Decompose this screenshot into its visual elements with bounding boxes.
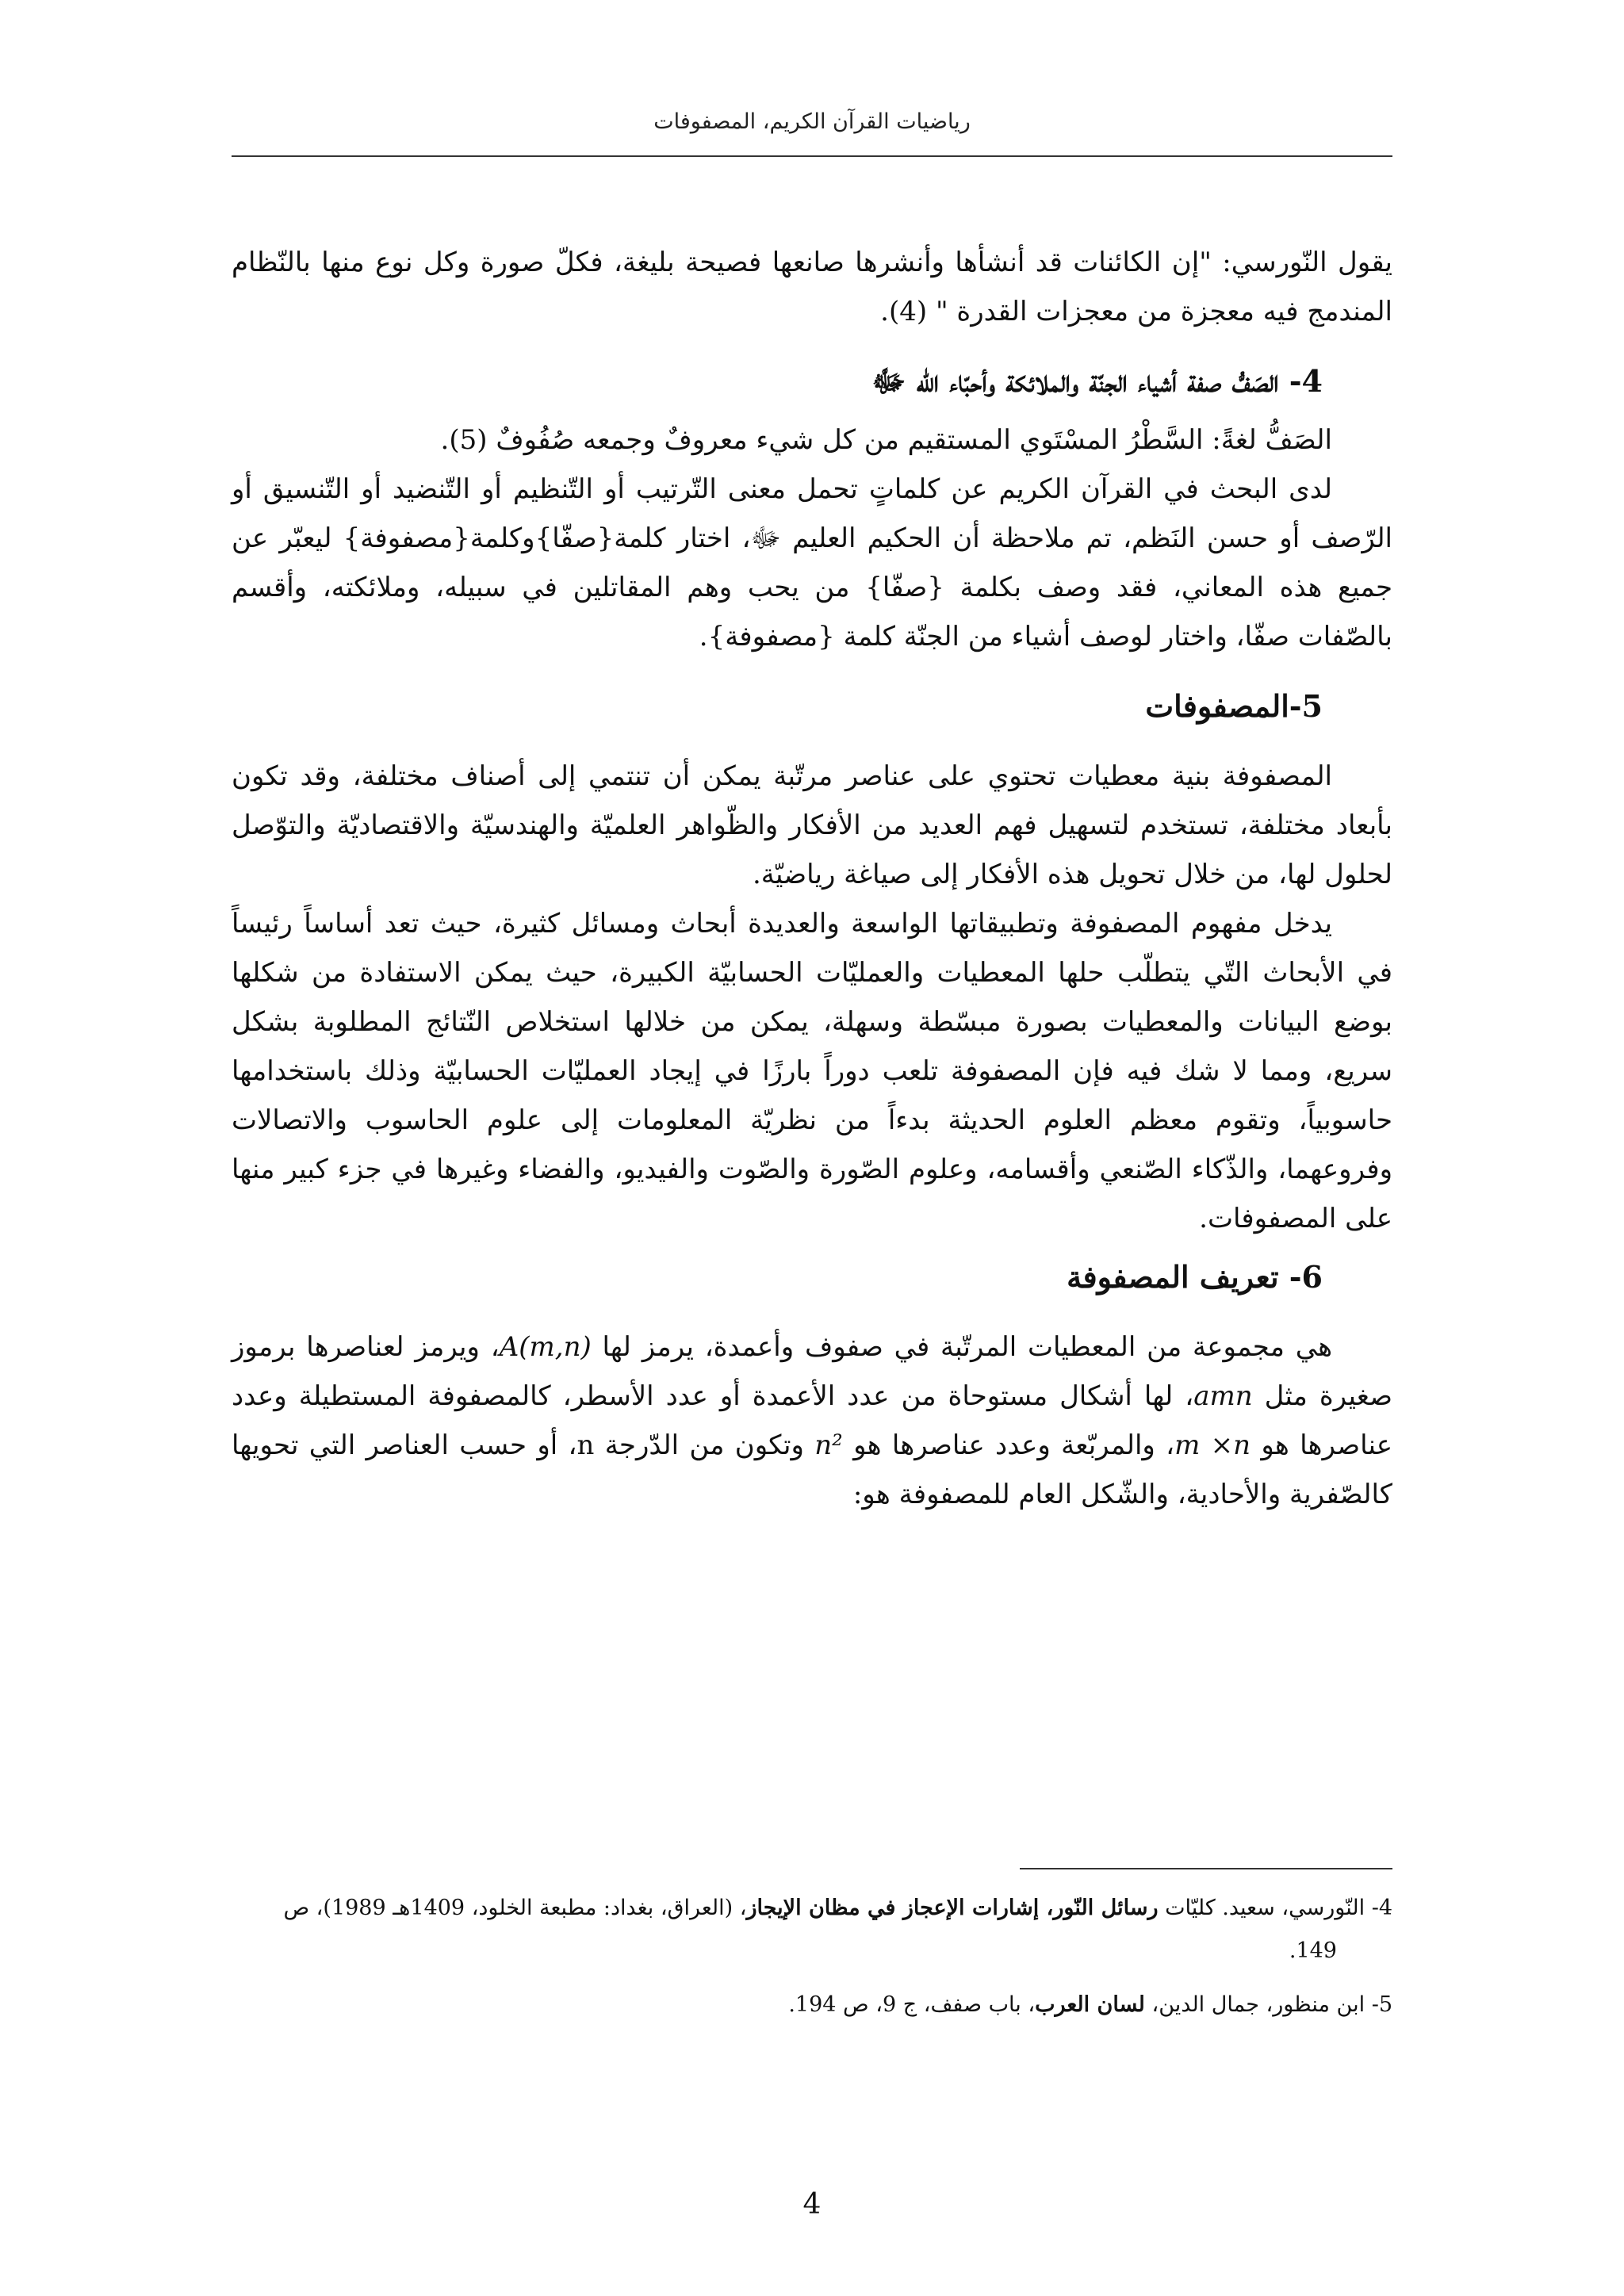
footnotes xyxy=(232,1887,1392,2038)
paragraph-quran-search: لدى البحث في القرآن الكريم عن كلماتٍ تحمل معنى التّرتيب أو التّنظيم أو التّنضيد أو التّنسيق أو الرّصف أو حسن النَظم، تم ملاحظة أن الحكيم العليم ﷻ، اختار كلمة{صفّا}وكلمة{مصفوفة} ليعبّر عن جميع هذه المعاني، فقد وصف بكلمة {صفّا} من يحب وهم المقاتلين في سبيله، وملائكته، وأقسم بالصّفات صفّا، واختار لوصف أشياء من الجنّة كلمة {مصفوفة}. xyxy=(232,473,1392,652)
footnote-4-author: النّورسي، سعيد. كليّات xyxy=(1158,1896,1365,1920)
section-heading-6: 6- تعريف المصفوفة xyxy=(1067,1259,1323,1295)
definition-text-1: هي مجموعة من المعطيات المرتّبة في صفوف وأعمدة، يرمز لها xyxy=(591,1331,1333,1363)
footnote-5-title: لسان العرب xyxy=(1035,1992,1145,2017)
square-size-formula: n² xyxy=(814,1429,843,1461)
section-heading-5: 5-المصفوفات xyxy=(1145,688,1323,724)
definition-text-3: ، لها أشكال مستوحاة من عدد الأعمدة أو عدد الأسطر، كالمصفوفة المستطيلة وعدد عناصرها هو xyxy=(232,1380,1392,1461)
header-rule xyxy=(232,155,1392,157)
footnote-5-author: ابن منظور، جمال الدين، xyxy=(1144,1992,1365,2017)
footnote-4-title: رسائل النّور، إشارات الإعجاز في مظان الإيجاز xyxy=(746,1896,1159,1920)
definition-text-5: وتكون من الدّرجة n، أو حسب العناصر التي تحويها كالصّفرية والأحادية، والشّكل العام للمصفوفة هو: xyxy=(232,1429,1392,1510)
element-symbol: amn xyxy=(1193,1380,1253,1412)
matrix-symbol: A(m,n) xyxy=(499,1331,592,1363)
footnote-5 xyxy=(232,1984,1392,2026)
definition-text-4: ، والمربّعة وعدد عناصرها هو xyxy=(842,1429,1175,1461)
footnote-4-number: 4- xyxy=(1371,1896,1392,1920)
running-header: رياضيات القرآن الكريم، المصفوفات xyxy=(653,109,971,134)
section-heading-4: 4- الصَفُّ صفة أشياء الجنّة والملائكة وأحبّاء الله ﷻ xyxy=(871,363,1323,399)
footnote-5-details: ، باب صفف، ج 9، ص 194. xyxy=(788,1992,1036,2017)
paragraph-matrix-structure: المصفوفة بنية معطيات تحتوي على عناصر مرتّبة يمكن أن تنتمي إلى أصناف مختلفة، وقد تكون بأبعاد مختلفة، تستخدم لتسهيل فهم العديد من الأفكار والظّواهر العلميّة والهندسيّة والاقتصاديّة والتوّصل لحلول لها، من خلال تحويل هذه الأفكار إلى صياغة رياضيّة. xyxy=(232,760,1392,890)
page-number: 4 xyxy=(802,2188,822,2221)
footnote-4 xyxy=(232,1887,1392,1973)
footnote-4-details: ، (العراق، بغداد: مطبعة الخلود، 1409هـ 1989)، ص 149. xyxy=(283,1896,1337,1963)
paragraph-matrix-applications: يدخل مفهوم المصفوفة وتطبيقاتها الواسعة والعديدة أبحاث ومسائل كثيرة، حيث تعد أساساً رئيساً في الأبحاث التّي يتطلّب حلها المعطيات والعمليّات الحسابيّة الكبيرة، حيث يمكن الاستفادة من شكلها بوضع البيانات والمعطيات بصورة مبسّطة وسهلة، يمكن من خلالها استخلاص النّتائج المطلوبة بشكل سريع، ومما لا شك فيه فإن المصفوفة تلعب دوراً بارزًا في إيجاد العمليّات الحسابيّة وذلك باستخدامها حاسوبياً، وتقوم معظم العلوم الحديثة بدءاً من نظريّة المعلومات إلى علوم الحاسوب والاتصالات وفروعهما، والذّكاء الصّنعي وأقسامه، وعلوم الصّورة والصّوت والفيديو، والفضاء وغيرها في جزء كبير منها على المصفوفات. xyxy=(232,908,1392,1234)
main-content xyxy=(232,238,1392,1519)
footnote-rule xyxy=(1020,1868,1392,1869)
paragraph-nursi-quote: يقول النّورسي: "إن الكائنات قد أنشأها وأنشرها صانعها فصيحة بليغة، فكلّ صورة وكل نوع منها بالنّظام المندمج فيه معجزة من معجزات القدرة " (4). xyxy=(232,247,1392,327)
paragraph-saff-definition: الصَفُّ لغةً: السَّطْرُ المسْتَوي المستقيم من كل شيء معروفٌ وجمعه صُفُوفٌ (5). xyxy=(440,424,1332,456)
rect-size-formula: m ×n xyxy=(1174,1429,1251,1461)
paragraph-matrix-definition xyxy=(232,1322,1392,1519)
definition-text-2: ، ويرمز لعناصرها برموز صغيرة مثل xyxy=(232,1331,1392,1412)
footnote-5-number: 5- xyxy=(1371,1992,1392,2017)
